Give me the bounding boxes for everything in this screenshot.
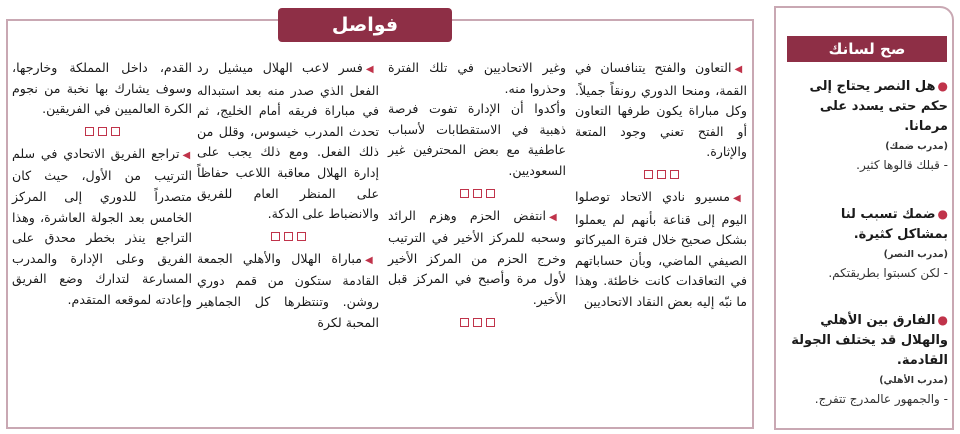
paragraph: ◀مباراة الهلال والأهلي الجمعة القادمة ستكون من قمم دوري روشن. وتنتظرها كل الجماهير المحبة لكرة bbox=[197, 250, 379, 330]
separator bbox=[12, 122, 192, 142]
paragraph: وغير الاتحاديين في تلك الفترة وحذروا منه. bbox=[388, 60, 566, 96]
quote-entry bbox=[786, 204, 948, 282]
bullet-dot-icon: ● bbox=[937, 313, 948, 327]
quote-question: الفارق بين الأهلي والهلال قد يختلف الجولة القادمة. bbox=[791, 313, 948, 368]
quote-source: (مدرب ضمك) bbox=[885, 141, 948, 152]
column-4 bbox=[12, 58, 192, 311]
triangle-bullet-icon: ◀ bbox=[364, 254, 379, 266]
bullet-dot-icon: ● bbox=[937, 207, 948, 221]
triangle-bullet-icon: ◀ bbox=[549, 211, 566, 223]
quote-question: هل النصر يحتاج إلى حكم حتى يسدد على مرمانا. bbox=[809, 79, 948, 134]
quote-source: (مدرب النصر) bbox=[883, 249, 948, 260]
paragraph: ◀التعاون والفتح يتنافسان في القمة، ومنحا الدوري رونقاً جميلاً. وكل مباراة يكون طرفها التعاون أو الفتح تعني وجود المتعة والإثارة. bbox=[575, 60, 747, 160]
column-2 bbox=[388, 58, 566, 335]
paragraph: وأكدوا أن الإدارة تفوت فرصة ذهبية في الاستقطابات لأسباب عاطفية مع بعض المحترفين غير السعوديين. bbox=[388, 101, 566, 178]
paragraph: ◀مسيرو نادي الاتحاد توصلوا اليوم إلى قناعة بأنهم لم يعملوا بشكل صحيح خلال فترة الميركاتو الصيفي الماضي، وبأن حساباتهم في التعاقدات كانت خاطئة. وهذا ما نبّه إليه بعض النقاد الاتحاديين bbox=[575, 188, 747, 309]
bullet-dot-icon: ● bbox=[937, 79, 948, 93]
section-title: فواصل bbox=[278, 8, 452, 42]
panel-title: صح لسانك bbox=[787, 36, 947, 62]
separator bbox=[197, 227, 379, 247]
triangle-bullet-icon: ◀ bbox=[365, 64, 379, 75]
quote-question: ضمك تسبب لنا بمشاكل كثيرة. bbox=[840, 207, 948, 242]
triangle-bullet-icon: ◀ bbox=[734, 64, 747, 75]
triangle-bullet-icon: ◀ bbox=[733, 192, 747, 204]
column-1 bbox=[575, 58, 747, 313]
triangle-bullet-icon: ◀ bbox=[182, 149, 192, 161]
quote-entry bbox=[786, 76, 948, 174]
quote-entry bbox=[786, 310, 948, 408]
separator bbox=[575, 165, 747, 185]
quote-answer: - قبلك قالوها كثير. bbox=[856, 158, 948, 172]
separator bbox=[388, 313, 566, 333]
quote-source: (مدرب الأهلي) bbox=[879, 375, 948, 386]
paragraph: ◀فسر لاعب الهلال ميشيل رد الفعل الذي صدر منه بعد استبداله في مباراة فريقه أمام الخليج، ثم تحدث المدرب خيسوس، وقلل من ذلك الفعل. ومع ذلك يجب على إدارة الهلال معاقبة اللاعب حفاظاً على المنظر العام للفريق والانضباط على الدكة. bbox=[197, 60, 379, 222]
column-3 bbox=[197, 58, 379, 333]
quote-answer: - والجمهور عالمدرج تتفرج. bbox=[814, 392, 948, 406]
paragraph: ◀انتفض الحزم وهزم الرائد وسحبه للمركز الأخير في الترتيب وخرج الحزم من المركز الأخير لأول مرة وأصبح في المركز قبل الأخير. bbox=[388, 207, 566, 307]
quote-answer: - لكن كسبتوا بطريقتكم. bbox=[828, 266, 948, 280]
separator bbox=[388, 184, 566, 204]
paragraph: ◀تراجع الفريق الاتحادي في سلم الترتيب من الأول، حيث كان متصدراً للدوري إلى المركز الخامس بعد الجولة العاشرة، وهذا التراجع ينذر بخطر محدق على الفريق وعلى الإدارة والمدرب المسارعة لتدارك وضع الفريق وإعادته لموقعه المتقدم. bbox=[12, 145, 192, 307]
paragraph: القدم، داخل المملكة وخارجها، وسوف يشارك بها نخبة من نجوم الكرة العالميين في الفريقين. bbox=[12, 60, 192, 117]
